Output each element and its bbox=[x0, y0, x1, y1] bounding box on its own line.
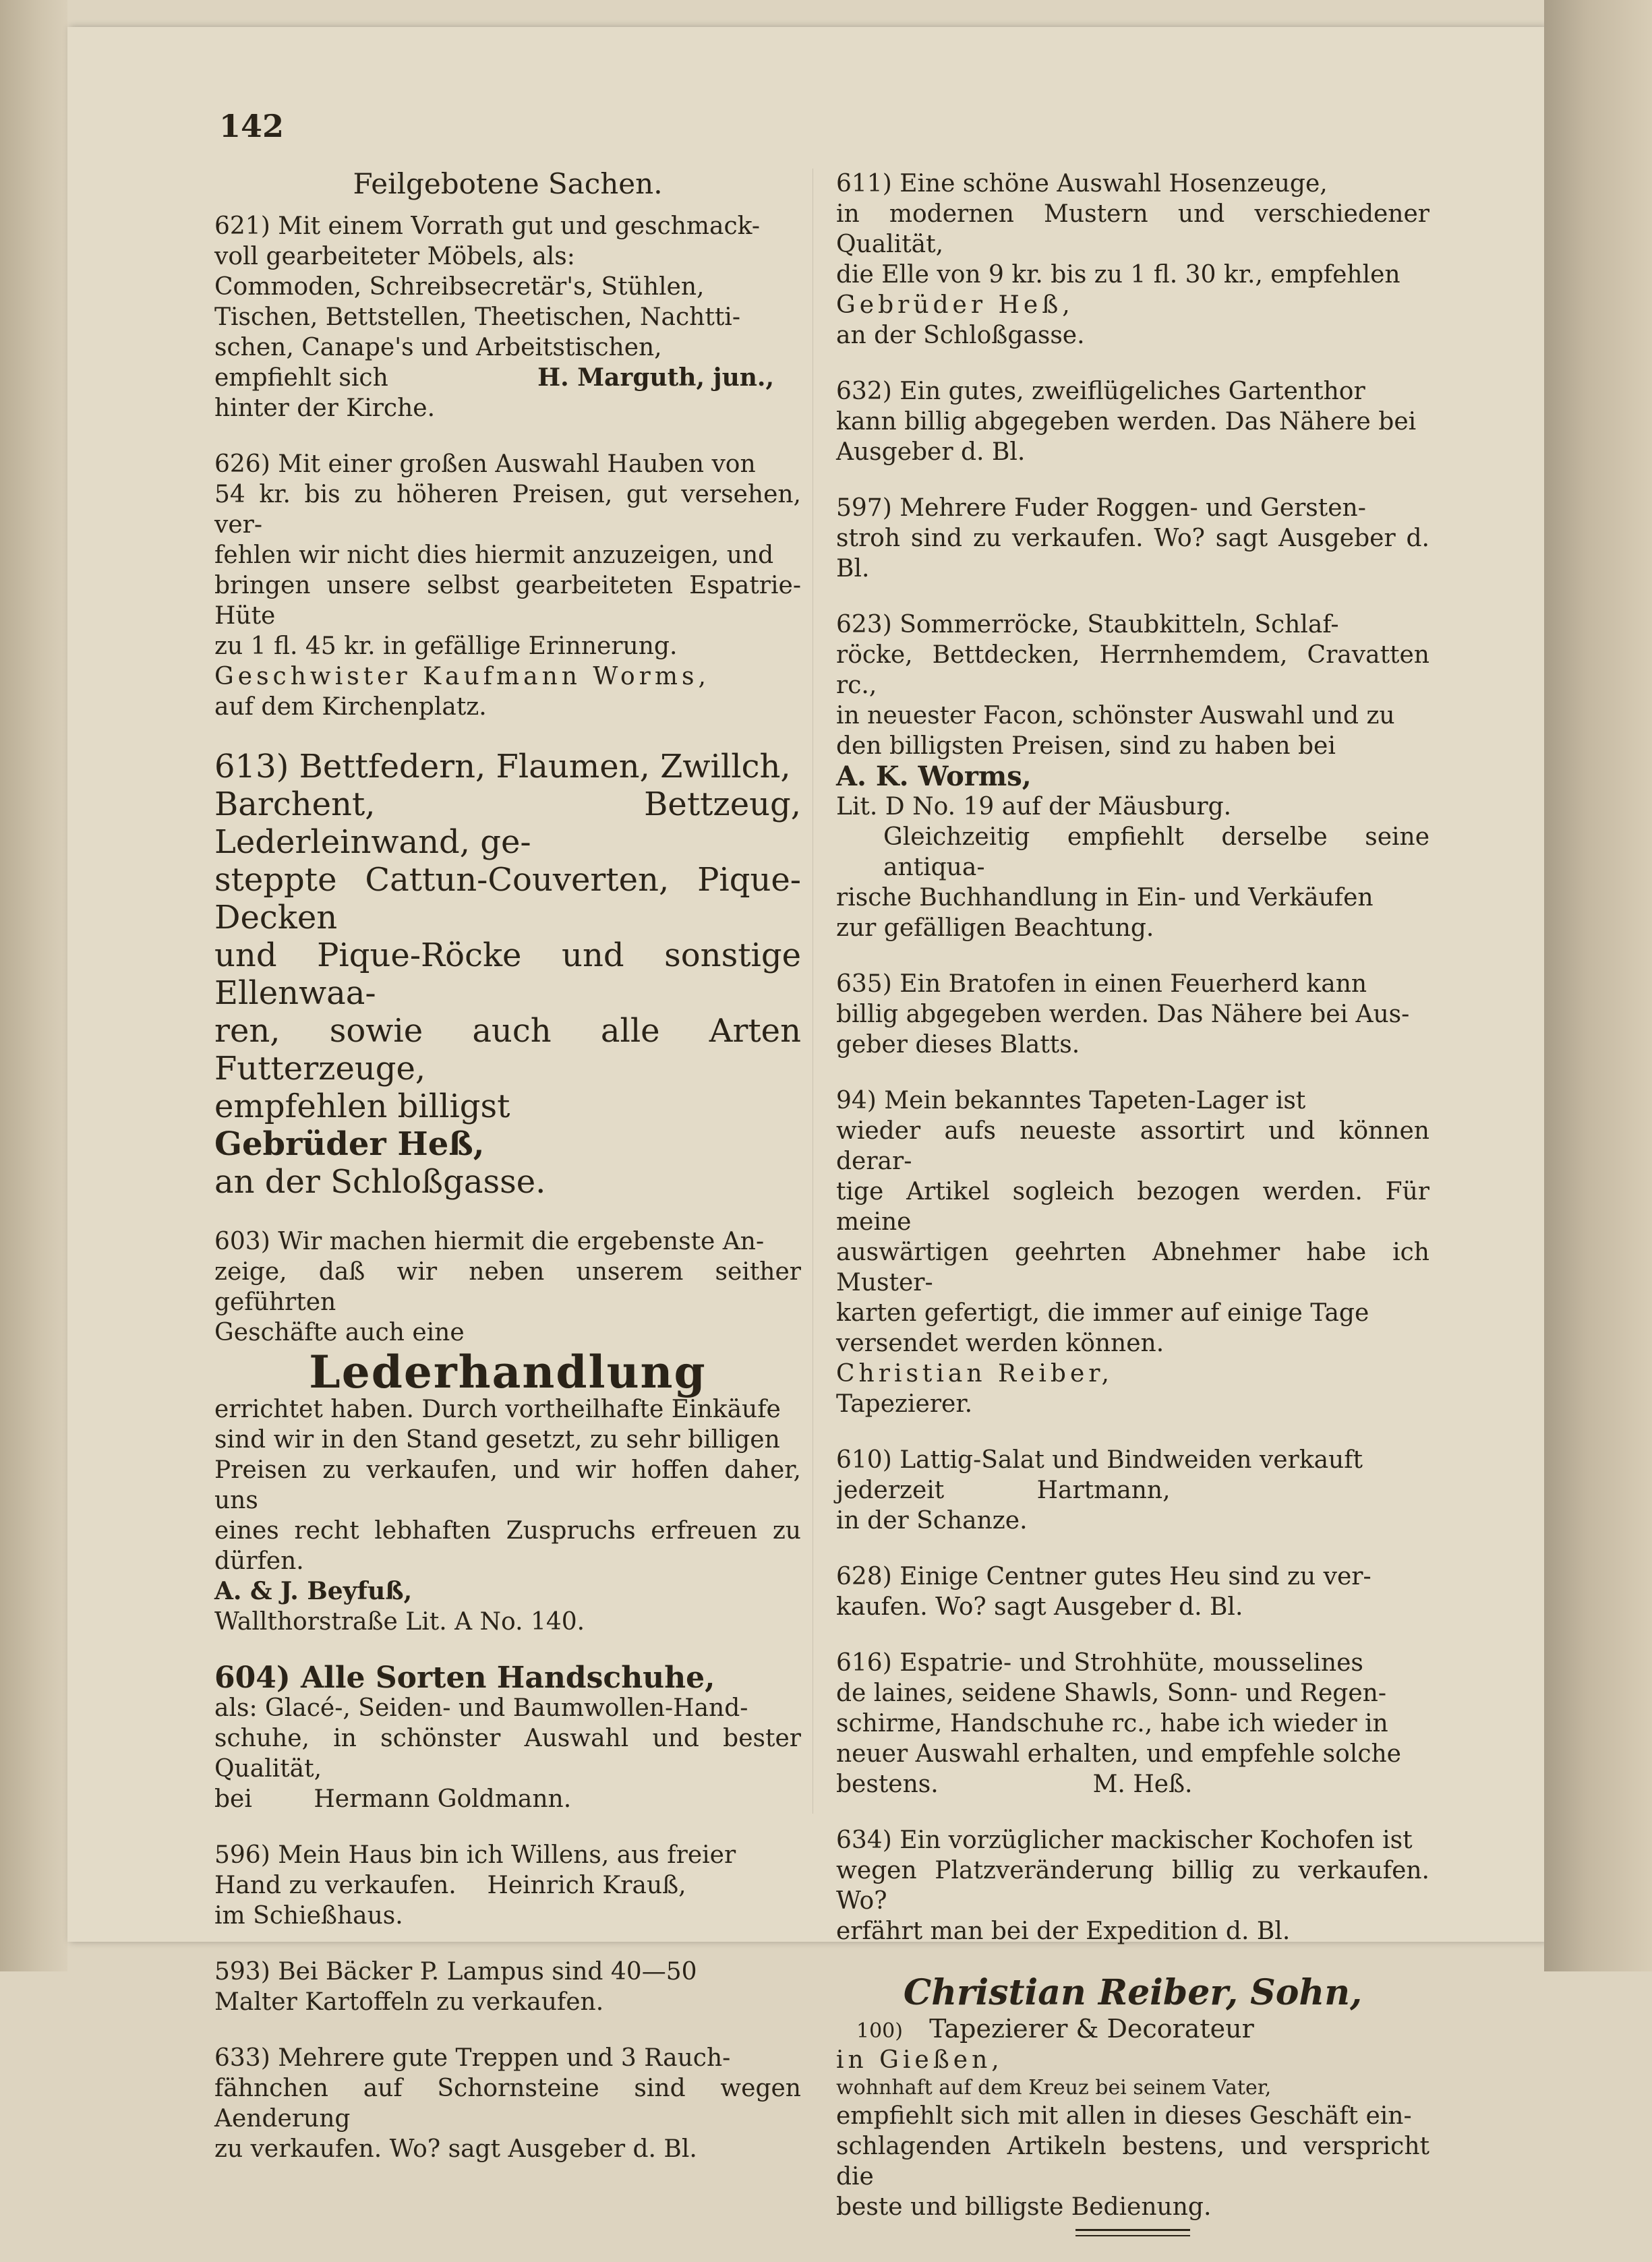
ad-headline: Christian Reiber, Sohn, bbox=[903, 1972, 1363, 2013]
ad-626 bbox=[214, 449, 801, 722]
ad-headline: Lederhandlung bbox=[309, 1346, 707, 1398]
ad-line bbox=[836, 2014, 1429, 2045]
ad-line: 611) Eine schöne Auswahl Hosenzeuge, bbox=[836, 170, 1328, 198]
left-column bbox=[214, 169, 801, 2190]
advertiser-name: Gebrüder Heß, bbox=[214, 1125, 485, 1163]
book-edge bbox=[1544, 0, 1652, 1971]
ad-613 bbox=[214, 748, 801, 1201]
ad-close: empfiehlt sich bbox=[214, 364, 388, 392]
ad-line: rische Buchhandlung in Ein- und Verkäufen bbox=[836, 884, 1374, 912]
ad-line: 623) Sommerröcke, Staubkitteln, Schlaf- bbox=[836, 611, 1339, 638]
ad-line: 603) Wir machen hiermit die ergebenste An- bbox=[214, 1228, 765, 1255]
ad-place: in Gießen, bbox=[836, 2046, 1003, 2074]
ad-line: Ausgeber d. Bl. bbox=[836, 438, 1026, 466]
ad-line: 593) Bei Bäcker P. Lampus sind 40—50 bbox=[214, 1958, 697, 1986]
ad-94 bbox=[836, 1085, 1429, 1419]
ad-621 bbox=[214, 211, 801, 423]
ad-line: zeige, daß wir neben unserem seither geführten bbox=[214, 1258, 801, 1316]
ad-634 bbox=[836, 1825, 1429, 1946]
ad-line: kaufen. Wo? sagt Ausgeber d. Bl. bbox=[836, 1593, 1243, 1621]
ad-635 bbox=[836, 969, 1429, 1060]
advertiser-name: Christian Reiber, bbox=[836, 1360, 1113, 1388]
ad-line: billig abgegeben werden. Das Nähere bei Aus- bbox=[836, 1001, 1410, 1028]
page-number: 142 bbox=[219, 108, 285, 144]
ad-line: 610) Lattig-Salat und Bindweiden verkauft bbox=[836, 1446, 1363, 1474]
ad-line: empfehlen billigst bbox=[214, 1088, 510, 1125]
ad-line: tige Artikel sogleich bezogen werden. Für meine bbox=[836, 1178, 1429, 1236]
ad-line: sind wir in den Stand gesetzt, zu sehr billigen bbox=[214, 1426, 780, 1454]
ad-line: 613) Bettfedern, Flaumen, Zwillch, bbox=[214, 748, 791, 785]
ad-line: de laines, seidene Shawls, Sonn- und Regen- bbox=[836, 1679, 1386, 1707]
ad-title: 604) Alle Sorten Handschuhe, bbox=[214, 1661, 715, 1695]
ad-line: zur gefälligen Beachtung. bbox=[836, 914, 1154, 942]
advertiser-address: Tapezierer. bbox=[836, 1390, 973, 1418]
ad-line: 616) Espatrie- und Strohhüte, mousselines bbox=[836, 1649, 1363, 1677]
ad-line: auswärtigen geehrten Abnehmer habe ich Muster- bbox=[836, 1239, 1429, 1297]
ad-line: Preisen zu verkaufen, und wir hoffen daher, uns bbox=[214, 1456, 801, 1514]
ad-residence: wohnhaft auf dem Kreuz bei seinem Vater, bbox=[836, 2076, 1272, 2100]
ad-line: Malter Kartoffeln zu verkaufen. bbox=[214, 1988, 604, 2016]
ad-line: bestens. M. Heß. bbox=[836, 1770, 1193, 1798]
advertiser-address: an der Schloßgasse. bbox=[836, 322, 1085, 349]
ad-line: den billigsten Preisen, sind zu haben bei bbox=[836, 732, 1336, 760]
ad-line: geber dieses Blatts. bbox=[836, 1031, 1080, 1059]
ad-line: bei Hermann Goldmann. bbox=[214, 1785, 572, 1813]
ad-line: beste und billigste Bedienung. bbox=[836, 2193, 1212, 2221]
ad-100 bbox=[836, 1972, 1429, 2236]
ad-line: die Elle von 9 kr. bis zu 1 fl. 30 kr., empfehlen bbox=[836, 261, 1400, 289]
ad-610 bbox=[836, 1445, 1429, 1536]
advertiser-name: Gebrüder Heß, bbox=[836, 291, 1074, 319]
ad-line: und Pique-Röcke und sonstige Ellenwaa- bbox=[214, 936, 801, 1012]
ad-line: Tischen, Bettstellen, Theetischen, Nachtti- bbox=[214, 303, 740, 331]
advertiser-name: A. & J. Beyfuß, bbox=[214, 1577, 413, 1605]
ad-line: eines recht lebhaften Zuspruchs erfreuen zu dürfen. bbox=[214, 1517, 801, 1575]
ad-line: 621) Mit einem Vorrath gut und geschmack- bbox=[214, 212, 760, 240]
ad-633 bbox=[214, 2043, 801, 2164]
ad-593 bbox=[214, 1957, 801, 2017]
advertiser-name: H. Marguth, jun., bbox=[537, 363, 774, 392]
ad-line: 635) Ein Bratofen in einen Feuerherd kann bbox=[836, 970, 1367, 998]
ad-line: Hand zu verkaufen. Heinrich Krauß, bbox=[214, 1872, 686, 1899]
ad-line: neuer Auswahl erhalten, und empfehle solche bbox=[836, 1740, 1401, 1768]
ad-line: jederzeit Hartmann, bbox=[836, 1477, 1171, 1504]
ad-number: 100) bbox=[856, 2019, 903, 2043]
ad-line: ren, sowie auch alle Arten Futterzeuge, bbox=[214, 1012, 801, 1088]
advertiser-address: Wallthorstraße Lit. A No. 140. bbox=[214, 1608, 585, 1636]
ad-596 bbox=[214, 1840, 801, 1931]
advertiser-address: auf dem Kirchenplatz. bbox=[214, 693, 487, 721]
ad-line: schirme, Handschuhe rc., habe ich wieder in bbox=[836, 1710, 1388, 1737]
ad-line: 597) Mehrere Fuder Roggen- und Gersten- bbox=[836, 494, 1366, 522]
ad-line: zu verkaufen. Wo? sagt Ausgeber d. Bl. bbox=[214, 2135, 697, 2163]
ad-line: 633) Mehrere gute Treppen und 3 Rauch- bbox=[214, 2044, 731, 2072]
section-heading: Feilgebotene Sachen. bbox=[353, 167, 663, 200]
ad-line: 634) Ein vorzüglicher mackischer Kochofen ist bbox=[836, 1826, 1413, 1854]
right-column bbox=[836, 169, 1429, 2262]
ad-line: stroh sind zu verkaufen. Wo? sagt Ausgeber d. Bl. bbox=[836, 525, 1429, 583]
ad-line: röcke, Bettdecken, Herrnhemdem, Cravatten rc., bbox=[836, 641, 1429, 699]
ad-line: schen, Canape's und Arbeitstischen, bbox=[214, 334, 662, 361]
ad-line: Commoden, Schreibsecretär's, Stühlen, bbox=[214, 273, 705, 301]
ad-628 bbox=[836, 1561, 1429, 1622]
ad-line: in modernen Mustern und verschiedener Qualität, bbox=[836, 200, 1429, 258]
advertiser-address: in der Schanze. bbox=[836, 1507, 1028, 1535]
ad-line: Gleichzeitig empfiehlt derselbe seine antiqua- bbox=[883, 823, 1429, 881]
ad-line: zu 1 fl. 45 kr. in gefällige Erinnerung. bbox=[214, 632, 678, 660]
ad-line bbox=[214, 363, 801, 393]
book-spine bbox=[0, 0, 67, 1971]
ad-611 bbox=[836, 169, 1429, 351]
ad-line: erfährt man bei der Expedition d. Bl. bbox=[836, 1917, 1291, 1945]
advertiser-name: A. K. Worms, bbox=[836, 761, 1032, 792]
ad-line: karten gefertigt, die immer auf einige Tage bbox=[836, 1299, 1369, 1327]
ad-line: kann billig abgegeben werden. Das Nähere bei bbox=[836, 408, 1417, 436]
ad-604 bbox=[214, 1663, 801, 1814]
ad-line: fehlen wir nicht dies hiermit anzuzeigen, und bbox=[214, 541, 774, 569]
ad-616 bbox=[836, 1648, 1429, 1799]
ad-line: wegen Platzveränderung billig zu verkaufen. Wo? bbox=[836, 1857, 1429, 1915]
ad-line: empfiehlt sich mit allen in dieses Geschäft ein- bbox=[836, 2102, 1412, 2130]
ad-line: 626) Mit einer großen Auswahl Hauben von bbox=[214, 450, 756, 478]
ad-line: versendet werden können. bbox=[836, 1330, 1164, 1357]
ad-line: als: Glacé-, Seiden- und Baumwollen-Hand- bbox=[214, 1694, 748, 1722]
advertiser-address: Lit. D No. 19 auf der Mäusburg. bbox=[836, 793, 1232, 821]
ad-line: wieder aufs neueste assortirt und können derar- bbox=[836, 1117, 1429, 1175]
ad-line: fähnchen auf Schornsteine sind wegen Aenderung bbox=[214, 2075, 801, 2133]
ad-632 bbox=[836, 376, 1429, 467]
ad-line: schuhe, in schönster Auswahl und bester Qualität, bbox=[214, 1725, 801, 1783]
ad-line: 94) Mein bekanntes Tapeten-Lager ist bbox=[836, 1087, 1306, 1114]
ad-line: 54 kr. bis zu höheren Preisen, gut versehen, ver- bbox=[214, 481, 801, 539]
ad-line: 632) Ein gutes, zweiflügeliches Gartenthor bbox=[836, 378, 1365, 405]
ad-line: Geschäfte auch eine bbox=[214, 1319, 465, 1346]
ad-623 bbox=[836, 609, 1429, 943]
closing-rule bbox=[1075, 2229, 1190, 2236]
ad-597 bbox=[836, 493, 1429, 584]
ad-line: schlagenden Artikeln bestens, und verspricht die bbox=[836, 2133, 1429, 2191]
advertiser-address: im Schießhaus. bbox=[214, 1902, 403, 1930]
advertiser-address: an der Schloßgasse. bbox=[214, 1163, 546, 1201]
ad-line: errichtet haben. Durch vortheilhafte Einkäufe bbox=[214, 1396, 781, 1423]
ad-line: voll gearbeiteter Möbels, als: bbox=[214, 243, 575, 270]
ad-603 bbox=[214, 1226, 801, 1637]
ad-line: bringen unsere selbst gearbeiteten Espatrie-Hüte bbox=[214, 572, 801, 630]
advertiser-address: hinter der Kirche. bbox=[214, 394, 436, 422]
ad-line: steppte Cattun-Couverten, Pique-Decken bbox=[214, 861, 801, 936]
ad-line: Barchent, Bettzeug, Lederleinwand, ge- bbox=[214, 785, 801, 861]
advertiser-name: Geschwister Kaufmann Worms, bbox=[214, 663, 710, 690]
ad-trade: Tapezierer & Decorateur bbox=[929, 2014, 1254, 2044]
ad-line: 628) Einige Centner gutes Heu sind zu ver- bbox=[836, 1563, 1371, 1590]
ad-line: in neuester Facon, schönster Auswahl und zu bbox=[836, 702, 1395, 730]
ad-line: 596) Mein Haus bin ich Willens, aus freier bbox=[214, 1841, 736, 1869]
